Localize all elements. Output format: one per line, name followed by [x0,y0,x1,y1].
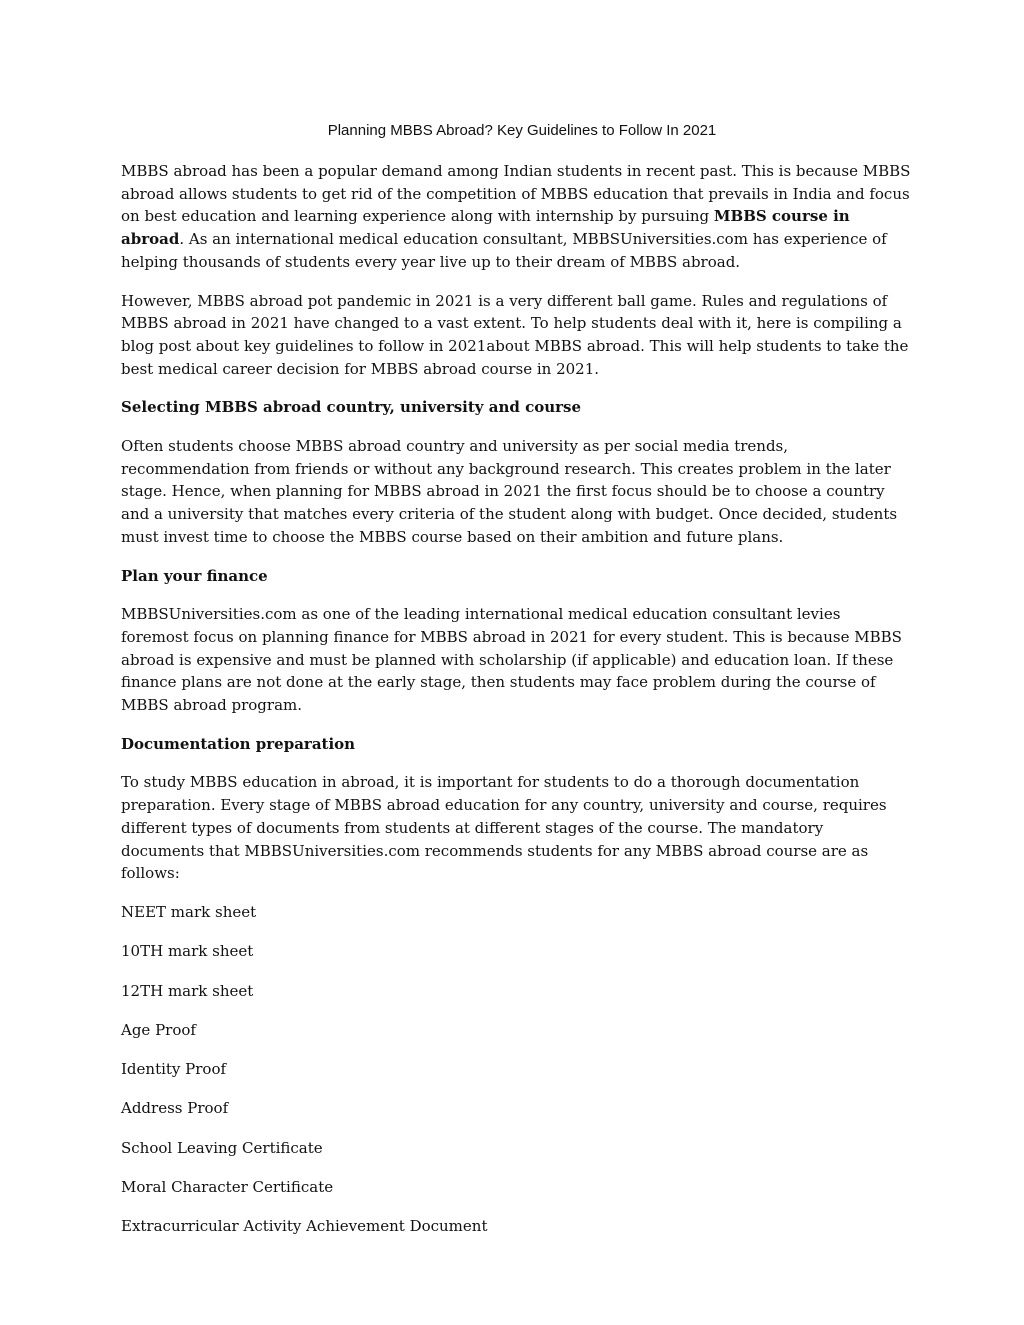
document-item-extracurricular: Extracurricular Activity Achievement Document [121,1217,488,1236]
document-item-address-proof: Address Proof [121,1099,229,1118]
document-item-10th: 10TH mark sheet [121,942,254,961]
intro-text-before: MBBS abroad has been a popular demand among Indian students in recent past. This is because MBBS abroad allows students to get rid of the competition of MBBS education that prevails in India and focus on best education and learning experience along with internship by pursuing [121,162,911,226]
selecting-paragraph: Often students choose MBBS abroad country and university as per social media trends, recommendation from friends or without any background research. This creates problem in the later stage. Hence, when planning for MBBS abroad in 2021 the first focus should be to choose a country and a university that matches every criteria of the student along with budget. Once decided, students must invest time to choose the MBBS course based on their ambition and future plans. [121,437,898,546]
documentation-heading: Documentation preparation [121,734,356,753]
pandemic-paragraph: However, MBBS abroad pot pandemic in 2021 is a very different ball game. Rules and regulations of MBBS abroad in 2021 have changed to a vast extent. To help students deal with it, here is compiling a blog post about key guidelines to follow in 2021about MBBS abroad. This will help students to take the best medical career decision for MBBS abroad course in 2021. [121,291,909,378]
finance-heading: Plan your finance [121,566,268,585]
finance-paragraph: MBBSUniversities.com as one of the leading international medical education consultant levies foremost focus on planning finance for MBBS abroad in 2021 for every student. This is because MBBS abroad is expensive and must be planned with scholarship (if applicable) and education loan. If these finance plans are not done at the early stage, then students may face problem during the course of MBBS abroad program. [121,605,902,715]
document-item-12th: 12TH mark sheet [121,981,254,1000]
document-title: Planning MBBS Abroad? Key Guidelines to Follow In 2021 [327,122,717,139]
document-page [121,118,911,1255]
document-item-neet: NEET mark sheet [121,902,257,921]
intro-bold-phrase: MBBS course in abroad [121,207,850,249]
document-item-identity-proof: Identity Proof [121,1060,227,1079]
selecting-heading: Selecting MBBS abroad country, university and course [121,398,582,417]
documentation-paragraph: To study MBBS education in abroad, it is important for students to do a thorough documentation preparation. Every stage of MBBS abroad education for any country, university and course, requires different types of documents from students at different stages of the course. The mandatory documents that MBBSUniversities.com recommends students for any MBBS abroad course are as follows: [121,773,887,883]
intro-text-after: . As an international medical education consultant, MBBSUniversities.com has experience of helping thousands of students every year live up to their dream of MBBS abroad. [121,230,887,271]
document-item-school-leaving: School Leaving Certificate [121,1138,323,1157]
intro-paragraph [121,160,911,274]
document-item-moral-character: Moral Character Certificate [121,1178,334,1197]
document-item-age-proof: Age Proof [121,1020,196,1039]
